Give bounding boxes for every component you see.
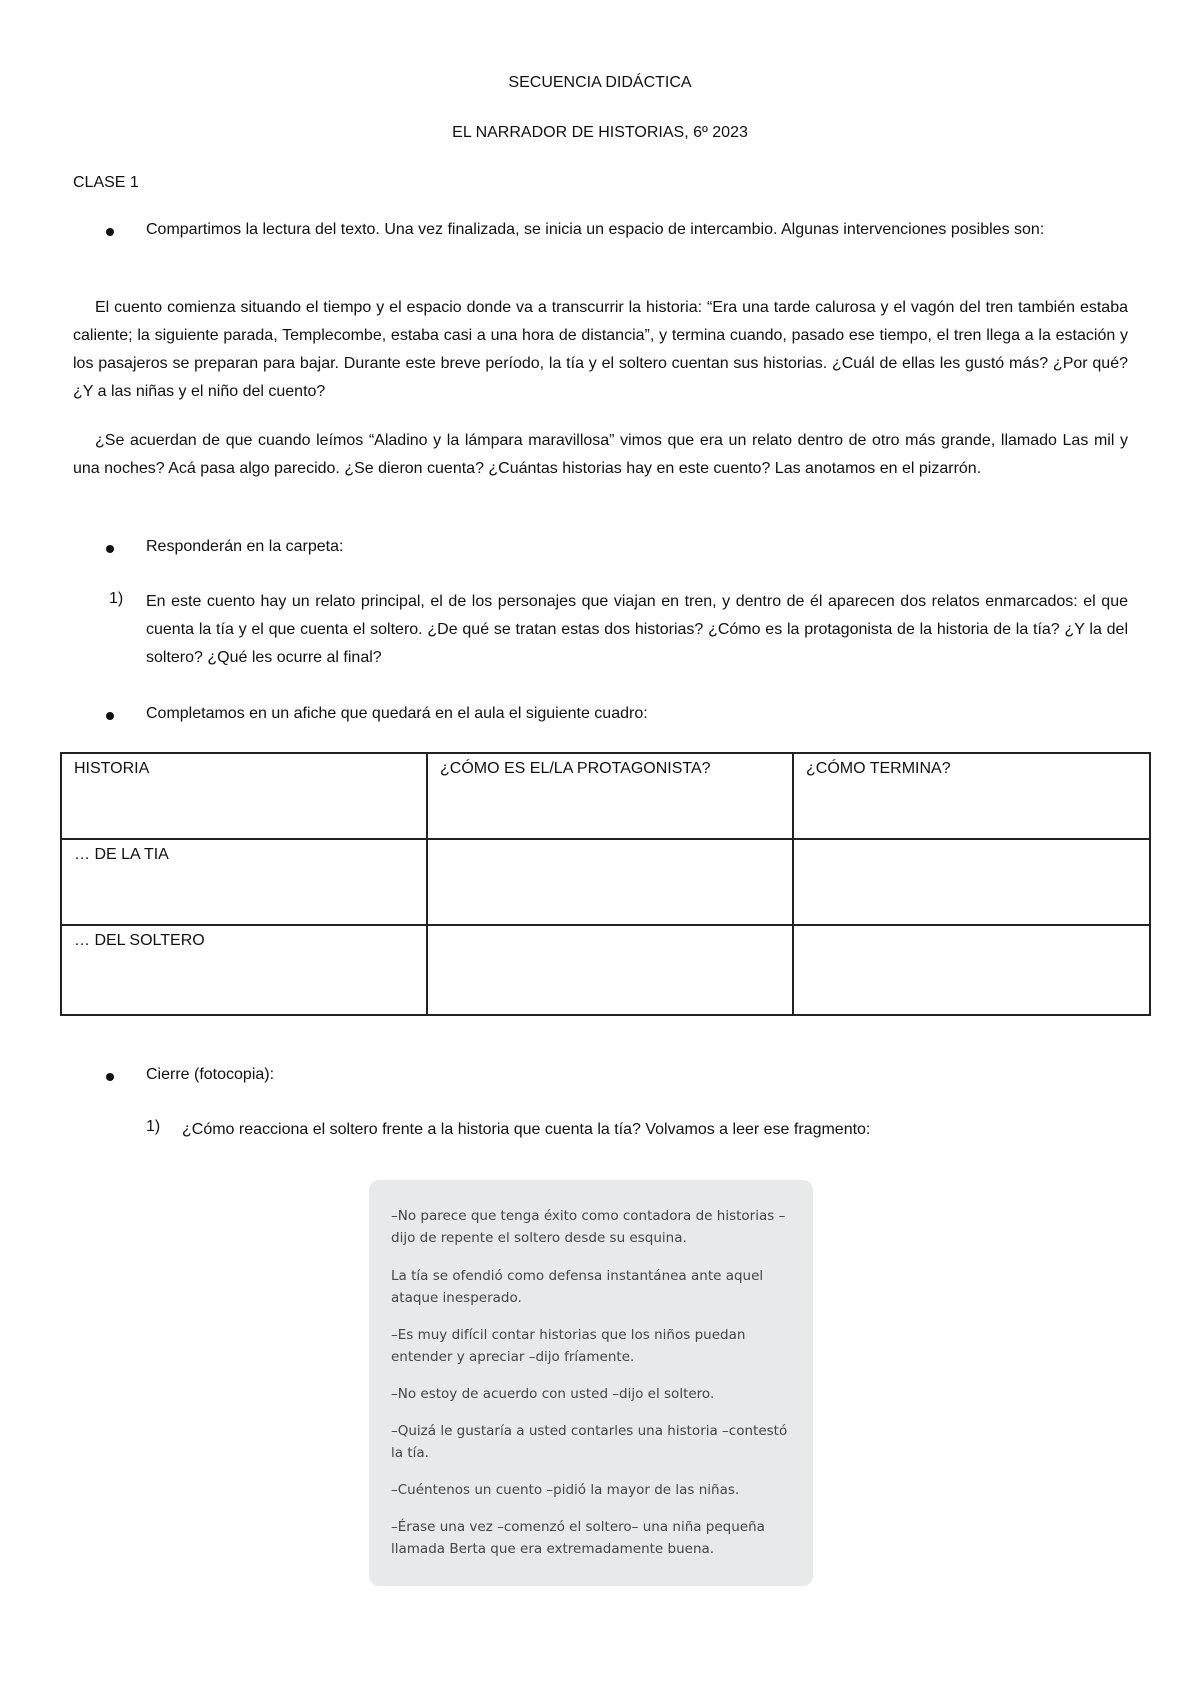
list-number: 1) xyxy=(109,590,124,607)
excerpt-line: –No estoy de acuerdo con usted –dijo el soltero. xyxy=(391,1386,715,1402)
table-cell xyxy=(793,925,1150,1015)
document-title: SECUENCIA DIDÁCTICA xyxy=(508,74,692,91)
excerpt-line: La tía se ofendió como defensa instantánea ante aquel ataque inesperado. xyxy=(391,1268,764,1306)
table-cell: … DE LA TIA xyxy=(61,839,427,925)
document-subtitle: EL NARRADOR DE HISTORIAS, 6º 2023 xyxy=(452,124,748,141)
excerpt-line: –Es muy difícil contar historias que los niños puedan entender y apreciar –dijo fríamente. xyxy=(391,1327,746,1365)
bullet-text-3: Completamos en un afiche que quedará en el aula el siguiente cuadro: xyxy=(146,705,648,722)
list-number: 1) xyxy=(146,1118,161,1135)
numbered-item-2: ¿Cómo reacciona el soltero frente a la historia que cuenta la tía? Volvamos a leer ese fragmento: xyxy=(182,1121,871,1138)
table-header-cell: ¿CÓMO TERMINA? xyxy=(793,753,1150,839)
table-header-cell: HISTORIA xyxy=(61,753,427,839)
table-row xyxy=(61,925,1150,1015)
bullet-text-1: Compartimos la lectura del texto. Una vez finalizada, se inicia un espacio de intercambio. Algunas intervenciones posibles son: xyxy=(146,221,1045,238)
section-heading: CLASE 1 xyxy=(73,174,139,191)
bullet-marker xyxy=(106,712,114,720)
excerpt-box xyxy=(369,1180,813,1586)
summary-table xyxy=(60,752,1151,1016)
paragraph-1: El cuento comienza situando el tiempo y el espacio donde va a transcurrir la historia: “Era una tarde calurosa y el vagón del tren también estaba caliente; la siguiente parada, Templecombe, estaba casi a una hora de distancia”, y termina cuando, pasado ese tiempo, el tren llega a la estación y los pasajeros se preparan para bajar. Durante este breve período, la tía y el soltero cuentan sus historias. ¿Cuál de ellas les gustó más? ¿Por qué? ¿Y a las niñas y el niño del cuento? xyxy=(73,299,1128,400)
table-header-row xyxy=(61,753,1150,839)
bullet-text-2: Responderán en la carpeta: xyxy=(146,538,344,555)
table-cell xyxy=(427,839,793,925)
numbered-item-1: En este cuento hay un relato principal, el de los personajes que viajan en tren, y dentro de él aparecen dos relatos enmarcados: el que cuenta la tía y el que cuenta el soltero. ¿De qué se tratan estas dos historias? ¿Cómo es la protagonista de la historia de la tía? ¿Y la del soltero? ¿Qué les ocurre al final? xyxy=(146,593,1128,666)
bullet-marker xyxy=(106,1073,114,1081)
bullet-text-4: Cierre (fotocopia): xyxy=(146,1066,275,1083)
table-cell: … DEL SOLTERO xyxy=(61,925,427,1015)
table-cell xyxy=(793,839,1150,925)
bullet-marker xyxy=(106,545,114,553)
table-row xyxy=(61,839,1150,925)
excerpt-line: –Quizá le gustaría a usted contarles una historia –contestó la tía. xyxy=(391,1423,788,1461)
excerpt-line: –Cuéntenos un cuento –pidió la mayor de las niñas. xyxy=(391,1482,740,1498)
table-cell xyxy=(427,925,793,1015)
paragraph-2: ¿Se acuerdan de que cuando leímos “Aladino y la lámpara maravillosa” vimos que era un relato dentro de otro más grande, llamado Las mil y una noches? Acá pasa algo parecido. ¿Se dieron cuenta? ¿Cuántas historias hay en este cuento? Las anotamos en el pizarrón. xyxy=(73,432,1128,477)
excerpt-line: –Érase una vez –comenzó el soltero– una niña pequeña llamada Berta que era extremadamente buena. xyxy=(391,1519,765,1557)
table-header-cell: ¿CÓMO ES EL/LA PROTAGONISTA? xyxy=(427,753,793,839)
bullet-marker xyxy=(106,228,114,236)
excerpt-line: –No parece que tenga éxito como contadora de historias –dijo de repente el soltero desde su esquina. xyxy=(391,1208,786,1246)
